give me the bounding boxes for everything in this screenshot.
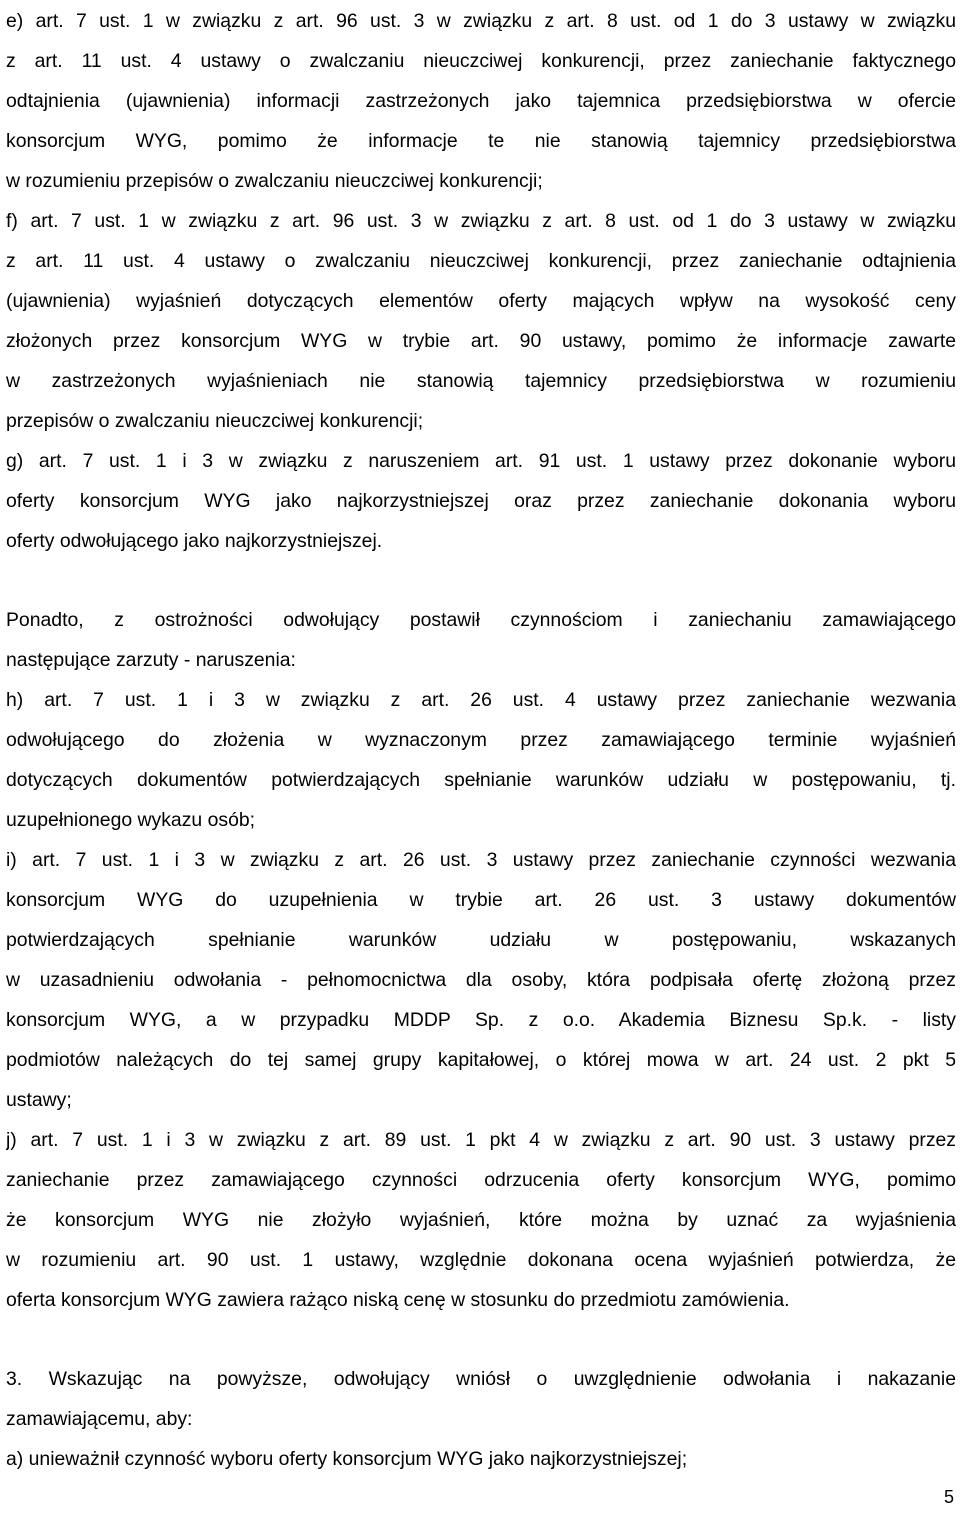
paragraph (6, 1120, 956, 1320)
text-line: z art. 11 ust. 4 ustawy o zwalczaniu nieuczciwej konkurencji, przez zaniechanie faktycznego (6, 50, 956, 72)
text-line: potwierdzających spełnianie warunków udziału w postępowaniu, wskazanych (6, 929, 956, 951)
text-line: konsorcjum WYG do uzupełnienia w trybie art. 26 ust. 3 ustawy dokumentów (6, 889, 956, 911)
paragraph (6, 680, 956, 840)
paragraph (6, 1439, 956, 1479)
text-line: konsorcjum WYG, a w przypadku MDDP Sp. z o.o. Akademia Biznesu Sp.k. - listy (6, 1009, 956, 1031)
text-line: w zastrzeżonych wyjaśnieniach nie stanowią tajemnicy przedsiębiorstwa w rozumieniu (6, 370, 956, 392)
text-line: w rozumieniu przepisów o zwalczaniu nieuczciwej konkurencji; (6, 170, 543, 192)
text-line: 3. Wskazując na powyższe, odwołujący wniósł o uwzględnienie odwołania i nakazanie (6, 1368, 956, 1390)
text-line: zamawiającemu, aby: (6, 1408, 193, 1430)
document-body (6, 1, 956, 1479)
text-line: odtajnienia (ujawnienia) informacji zastrzeżonych jako tajemnica przedsiębiorstwa w ofercie (6, 90, 956, 112)
text-line: odwołującego do złożenia w wyznaczonym przez zamawiającego terminie wyjaśnień (6, 729, 956, 751)
text-line: i) art. 7 ust. 1 i 3 w związku z art. 26 ust. 3 ustawy przez zaniechanie czynności wezwania (6, 849, 956, 871)
paragraph (6, 600, 956, 680)
paragraph (6, 1359, 956, 1439)
text-line: że konsorcjum WYG nie złożyło wyjaśnień, które można by uznać za wyjaśnienia (6, 1209, 956, 1231)
paragraph-gap (6, 561, 956, 600)
text-line: zaniechanie przez zamawiającego czynności odrzucenia oferty konsorcjum WYG, pomimo (6, 1169, 956, 1191)
text-line: oferty odwołującego jako najkorzystniejszej. (6, 530, 383, 552)
text-line: j) art. 7 ust. 1 i 3 w związku z art. 89 ust. 1 pkt 4 w związku z art. 90 ust. 3 ustawy przez (6, 1129, 956, 1151)
text-line: złożonych przez konsorcjum WYG w trybie art. 90 ustawy, pomimo że informacje zawarte (6, 330, 956, 352)
text-line: konsorcjum WYG, pomimo że informacje te nie stanowią tajemnicy przedsiębiorstwa (6, 130, 956, 152)
text-line: w rozumieniu art. 90 ust. 1 ustawy, względnie dokonana ocena wyjaśnień potwierdza, że (6, 1249, 956, 1271)
paragraph (6, 201, 956, 441)
text-line: h) art. 7 ust. 1 i 3 w związku z art. 26 ust. 4 ustawy przez zaniechanie wezwania (6, 689, 956, 711)
paragraph (6, 840, 956, 1120)
text-line: (ujawnienia) wyjaśnień dotyczących elementów oferty mających wpływ na wysokość ceny (6, 290, 956, 312)
text-line: następujące zarzuty - naruszenia: (6, 649, 296, 671)
text-line: ustawy; (6, 1089, 72, 1111)
paragraph-gap (6, 1320, 956, 1359)
paragraph (6, 1, 956, 201)
text-line: uzupełnionego wykazu osób; (6, 809, 256, 831)
page-number: 5 (943, 1487, 954, 1507)
paragraph (6, 441, 956, 561)
text-line: w uzasadnieniu odwołania - pełnomocnictwa dla osoby, która podpisała ofertę złożoną przez (6, 969, 956, 991)
document-page (6, 1, 956, 1479)
text-line: Ponadto, z ostrożności odwołujący postawił czynnościom i zaniechaniu zamawiającego (6, 609, 956, 631)
text-line: dotyczących dokumentów potwierdzających spełnianie warunków udziału w postępowaniu, tj. (6, 769, 956, 791)
text-line: oferta konsorcjum WYG zawiera rażąco niską cenę w stosunku do przedmiotu zamówienia. (6, 1289, 790, 1311)
text-line: e) art. 7 ust. 1 w związku z art. 96 ust. 3 w związku z art. 8 ust. od 1 do 3 ustawy w związku (6, 10, 956, 32)
text-line: z art. 11 ust. 4 ustawy o zwalczaniu nieuczciwej konkurencji, przez zaniechanie odtajnienia (6, 250, 956, 272)
text-line: f) art. 7 ust. 1 w związku z art. 96 ust. 3 w związku z art. 8 ust. od 1 do 3 ustawy w związku (6, 210, 956, 232)
text-line: przepisów o zwalczaniu nieuczciwej konkurencji; (6, 410, 424, 432)
text-line: a) unieważnił czynność wyboru oferty konsorcjum WYG jako najkorzystniejszej; (6, 1448, 688, 1470)
text-line: oferty konsorcjum WYG jako najkorzystniejszej oraz przez zaniechanie dokonania wyboru (6, 490, 956, 512)
text-line: podmiotów należących do tej samej grupy kapitałowej, o której mowa w art. 24 ust. 2 pkt 5 (6, 1049, 956, 1071)
text-line: g) art. 7 ust. 1 i 3 w związku z naruszeniem art. 91 ust. 1 ustawy przez dokonanie wyboru (6, 450, 956, 472)
